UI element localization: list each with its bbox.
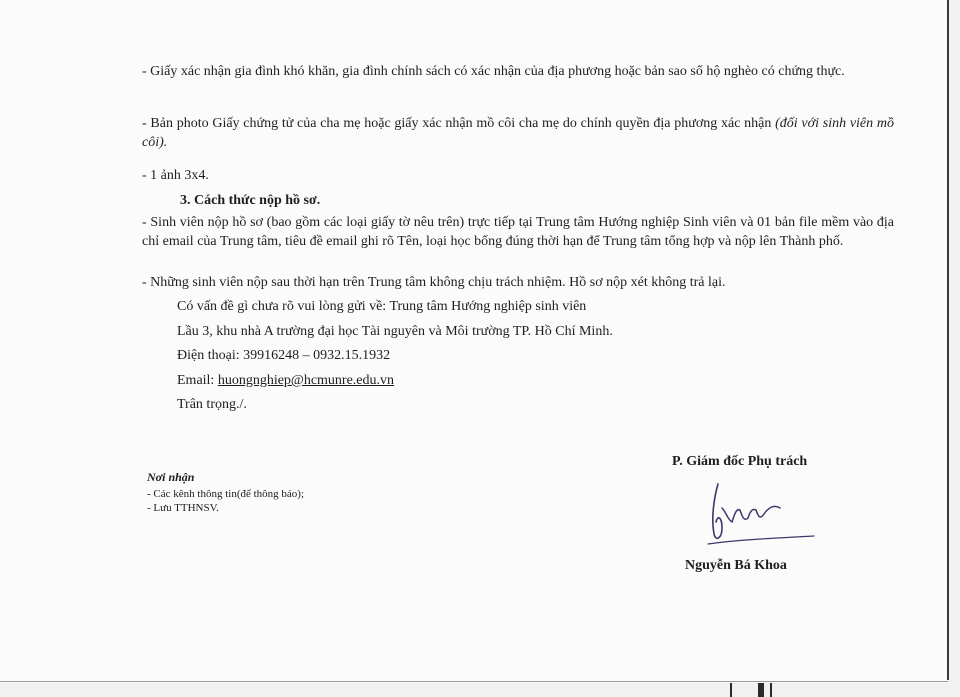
email-link[interactable]: huongnghiep@hcmunre.edu.vn — [217, 373, 395, 388]
email-label: Email: — [177, 373, 218, 388]
signer-name: Nguyễn Bá Khoa — [685, 558, 787, 573]
requirement-household-certificate: - Giấy xác nhận gia đình khó khăn, gia đình chính sách có xác nhận của địa phương hoặc bản sao sổ hộ nghèo có chứng thực. — [142, 64, 845, 79]
requirement-photo: - 1 ảnh 3x4. — [142, 168, 209, 183]
requirement-orphan-document — [142, 114, 894, 152]
scan-mark — [730, 683, 732, 697]
signer-title: P. Giám đốc Phụ trách — [672, 454, 808, 469]
late-submission-notice: - Những sinh viên nộp sau thời hạn trên Trung tâm không chịu trách nhiệm. Hồ sơ nộp xét không trả lại. — [142, 275, 726, 290]
contact-email — [177, 371, 394, 390]
contact-address: Lầu 3, khu nhà A trường đại học Tài nguyên và Môi trường TP. Hồ Chí Minh. — [177, 324, 613, 339]
scan-mark — [770, 683, 772, 697]
scan-edge-right — [947, 0, 949, 680]
section-heading: 3. Cách thức nộp hồ sơ. — [180, 193, 321, 208]
contact-phone: Điện thoại: 39916248 – 0932.15.1932 — [177, 348, 391, 363]
recipient-item: - Các kênh thông tin(để thông báo); — [147, 488, 305, 500]
contact-intro: Có vấn đề gì chưa rõ vui lòng gửi về: Trung tâm Hướng nghiệp sinh viên — [177, 299, 587, 314]
recipient-item: - Lưu TTHNSV. — [147, 502, 219, 514]
scan-mark — [758, 683, 764, 697]
recipients-title: Nơi nhận — [147, 470, 195, 484]
handwritten-signature — [706, 478, 816, 550]
requirement-orphan-note: (đối với sinh viên mồ côi). — [142, 116, 895, 150]
submission-instruction: - Sinh viên nộp hồ sơ (bao gồm các loại giấy tờ nêu trên) trực tiếp tại Trung tâm Hướng nghiệp Sinh viên và 01 bản file mềm vào địa chỉ email của Trung tâm, tiêu đề email ghi rõ Tên, loại học bổng đúng thời hạn để Trung tâm tổng hợp và nộp lên Thành phố. — [142, 215, 894, 249]
scan-edge-bottom — [0, 681, 948, 682]
closing-greeting: Trân trọng./. — [177, 397, 247, 412]
requirement-orphan-text: - Bản photo Giấy chứng tử của cha mẹ hoặc giấy xác nhận mồ côi cha mẹ do chính quyền địa phương xác nhận — [142, 116, 772, 131]
